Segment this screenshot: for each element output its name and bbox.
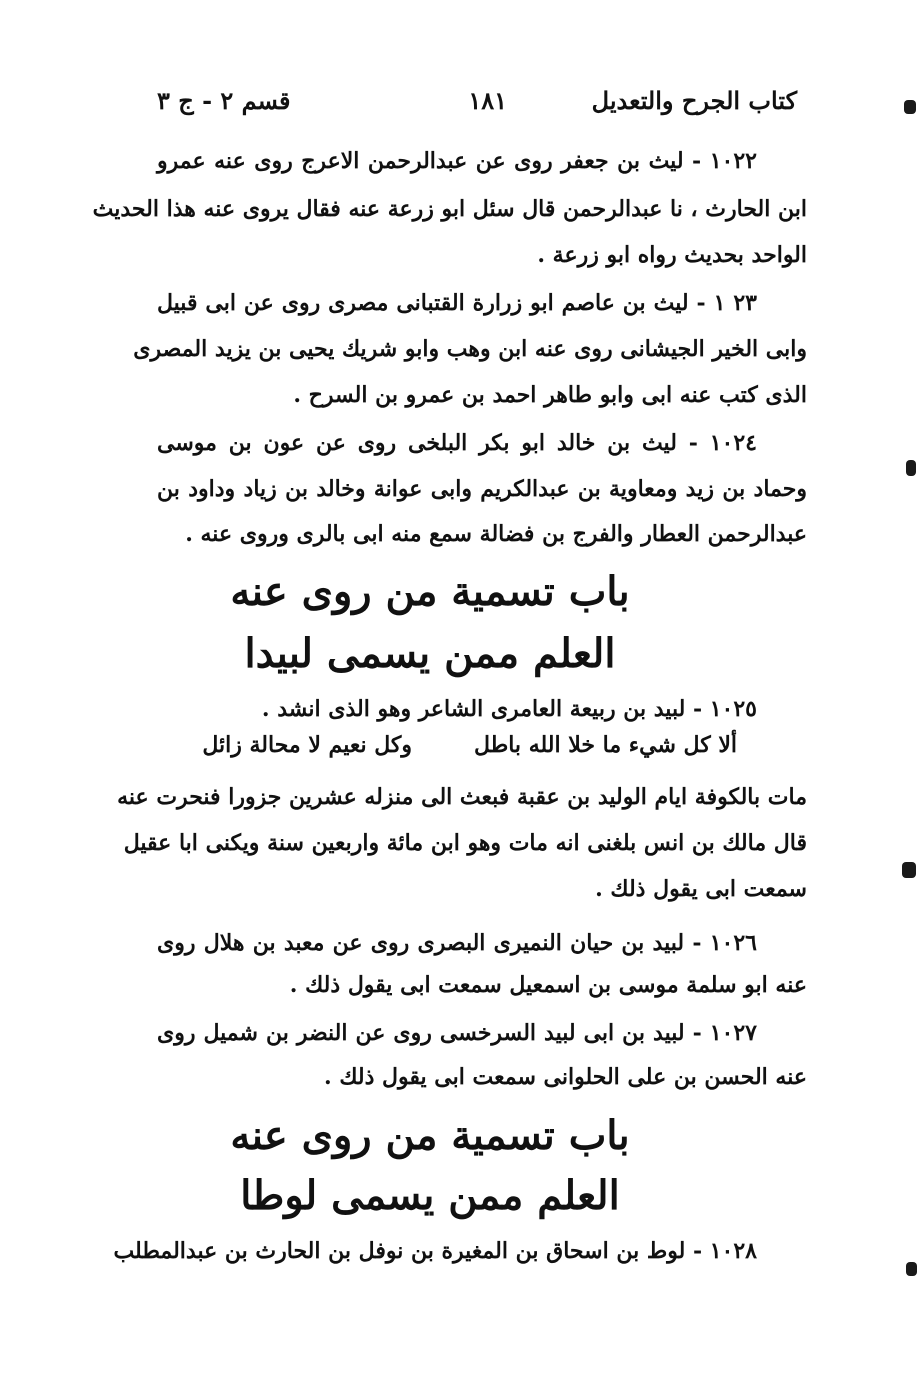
poem-verse-second-hemistich: وكل نعيم لا محالة زائل (202, 732, 412, 758)
section-heading-2-line-2: العلم ممن يسمى لوطا (240, 1172, 620, 1219)
entry-1023-line-3: الذى كتب عنه ابى وابو طاهر احمد بن عمرو بن السرح . (293, 382, 807, 408)
entry-1022-line-2: ابن الحارث ، نا عبدالرحمن قال سئل ابو زرعة عنه فقال يروى عنه هذا الحديث (92, 196, 807, 222)
poem-verse-first-hemistich: ألا كل شيء ما خلا الله باطل (474, 732, 737, 758)
entry-1024-line-1: ١٠٢٤ - ليث بن خالد ابو بكر البلخى روى عن عون بن موسى (157, 430, 757, 456)
running-header (157, 86, 797, 126)
section-heading-2-line-1: باب تسمية من روى عنه (230, 1112, 630, 1159)
margin-mark (906, 1262, 917, 1276)
book-title: كتاب الجرح والتعديل (591, 86, 797, 115)
entry-1022-line-1: ١٠٢٢ - ليث بن جعفر روى عن عبدالرحمن الاعرج روى عنه عمرو (157, 148, 757, 174)
entry-1025-after-line-3: سمعت ابى يقول ذلك . (595, 876, 807, 902)
entry-1023-line-1: ٢٣ ١ - ليث بن عاصم ابو زرارة القتبانى مصرى روى عن ابى قبيل (157, 290, 757, 316)
entry-1026-line-2: عنه ابو سلمة موسى بن اسمعيل سمعت ابى يقول ذلك . (289, 972, 807, 998)
margin-mark (902, 862, 916, 878)
entry-1024-line-3: عبدالرحمن العطار والفرج بن فضالة سمع منه ابى بالرى وروى عنه . (185, 521, 807, 547)
entry-1027-line-2: عنه الحسن بن على الحلوانى سمعت ابى يقول ذلك . (324, 1064, 807, 1090)
entry-1025-line-1: ١٠٢٥ - لبيد بن ربيعة العامرى الشاعر وهو الذى انشد . (261, 696, 757, 722)
margin-mark (906, 460, 916, 476)
entry-1028-line-1: ١٠٢٨ - لوط بن اسحاق بن المغيرة بن نوفل بن الحارث بن عبدالمطلب (113, 1238, 757, 1264)
entry-1025-after-line-2: قال مالك بن انس بلغنى انه مات وهو ابن مائة واربعين سنة ويكنى ابا عقيل (123, 830, 807, 856)
page-number: ١٨١ (468, 86, 507, 115)
entry-1024-line-2: وحماد بن زيد ومعاوية بن عبدالكريم وابى عوانة وخالد بن زياد وداود بن (157, 476, 807, 502)
part-volume-label: قسم ٢ - ج ٣ (157, 86, 291, 115)
entry-1025-after-line-1: مات بالكوفة ايام الوليد بن عقبة فبعث الى منزله عشرين جزورا فنحرت عنه (117, 784, 807, 810)
margin-mark (904, 100, 916, 114)
section-heading-1-line-1: باب تسمية من روى عنه (230, 568, 630, 615)
entry-1023-line-2: وابى الخير الجيشانى روى عنه ابن وهب وابو شريك يحيى بن يزيد المصرى (133, 336, 807, 362)
entry-1027-line-1: ١٠٢٧ - لبيد بن ابى لبيد السرخسى روى عن النضر بن شميل روى (157, 1020, 757, 1046)
section-heading-1-line-2: العلم ممن يسمى لبيدا (244, 630, 616, 677)
entry-1022-line-3: الواحد بحديث رواه ابو زرعة . (537, 242, 807, 268)
entry-1026-line-1: ١٠٢٦ - لبيد بن حيان النميرى البصرى روى عن معبد بن هلال روى (157, 930, 757, 956)
